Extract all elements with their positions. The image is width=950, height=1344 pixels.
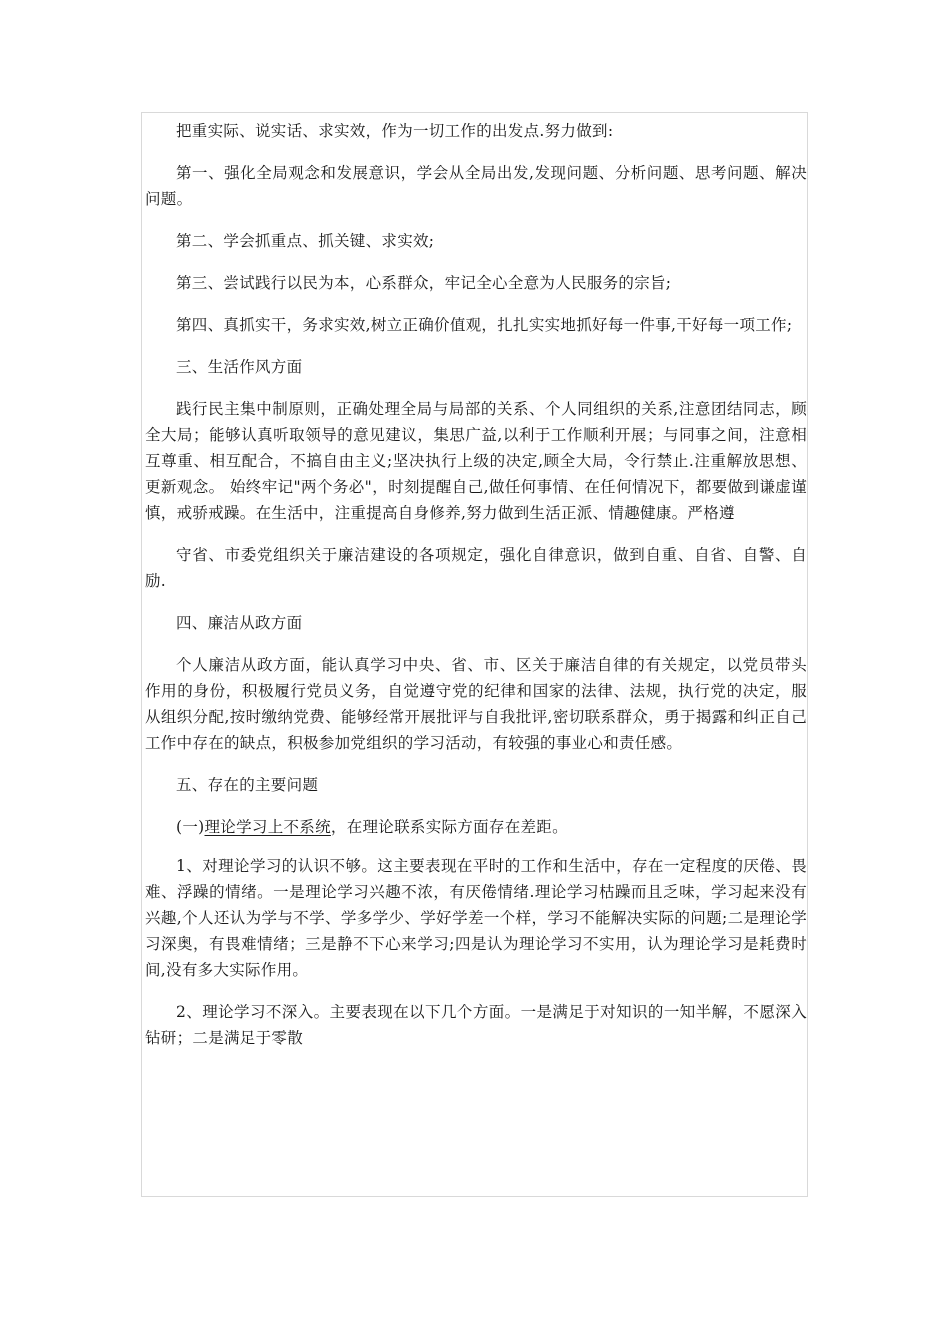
- paragraph-first: 第一、强化全局观念和发展意识，学会从全局出发,发现问题、分析问题、思考问题、解决问题。: [145, 164, 807, 208]
- subheading-prefix: (一): [176, 818, 205, 836]
- section-heading-problems: 五、存在的主要问题: [176, 776, 319, 794]
- paragraph-intro: 把重实际、说实话、求实效，作为一切工作的出发点.努力做到:: [176, 122, 614, 140]
- section-heading-integrity: 四、廉洁从政方面: [176, 614, 303, 632]
- paragraph-integrity: 个人廉洁从政方面，能认真学习中央、省、市、区关于廉洁自律的有关规定，以党员带头作用的身份，积极履行党员义务，自觉遵守党的纪律和国家的法律、法规，执行党的决定，服从组织分配,按时缴纳党费、能够经常开展批评与自我批评,密切联系群众，勇于揭露和纠正自己工作中存在的缺点，积极参加党组织的学习活动，有较强的事业心和责任感。: [145, 656, 807, 752]
- subheading-theory: [145, 814, 807, 840]
- paragraph-fourth: 第四、真抓实干，务求实效,树立正确价值观，扎扎实实地抓好每一件事,干好每一项工作;: [176, 316, 793, 334]
- paragraph-problem-2: 2、理论学习不深入。主要表现在以下几个方面。一是满足于对知识的一知半解，不愿深入钻研；二是满足于零散: [145, 1003, 807, 1047]
- paragraph-discipline: 守省、市委党组织关于廉洁建设的各项规定，强化自律意识，做到自重、自省、自警、自励.: [145, 546, 807, 590]
- section-heading-lifestyle: 三、生活作风方面: [176, 358, 303, 376]
- paragraph-second: 第二、学会抓重点、抓关键、求实效;: [176, 232, 435, 250]
- subheading-suffix: ，在理论联系实际方面存在差距。: [330, 818, 568, 836]
- paragraph-third: 第三、尝试践行以民为本，心系群众，牢记全心全意为人民服务的宗旨;: [176, 274, 672, 292]
- document-body: [145, 118, 807, 1067]
- paragraph-lifestyle: 践行民主集中制原则，正确处理全局与局部的关系、个人同组织的关系,注意团结同志，顾全大局；能够认真听取领导的意见建议，集思广益,以利于工作顺利开展；与同事之间，注意相互尊重、相互配合，不搞自由主义;坚决执行上级的决定,顾全大局，令行禁止.注重解放思想、更新观念。 始终牢记"两个务必"，时刻提醒自己,做任何事情、在任何情况下，都要做到谦虚谨慎，戒骄戒躁。在生活中，注重提高自身修养,努力做到生活正派、情趣健康。严格遵: [145, 400, 807, 522]
- subheading-underlined: 理论学习上不系统: [204, 818, 331, 836]
- paragraph-problem-1: 1、对理论学习的认识不够。这主要表现在平时的工作和生活中，存在一定程度的厌倦、畏难、浮躁的情绪。一是理论学习兴趣不浓，有厌倦情绪.理论学习枯躁而且乏味，学习起来没有兴趣,个人还认为学与不学、学多学少、学好学差一个样，学习不能解决实际的问题;二是理论学习深奥，有畏难情绪；三是静不下心来学习;四是认为理论学习不实用，认为理论学习是耗费时间,没有多大实际作用。: [145, 857, 807, 979]
